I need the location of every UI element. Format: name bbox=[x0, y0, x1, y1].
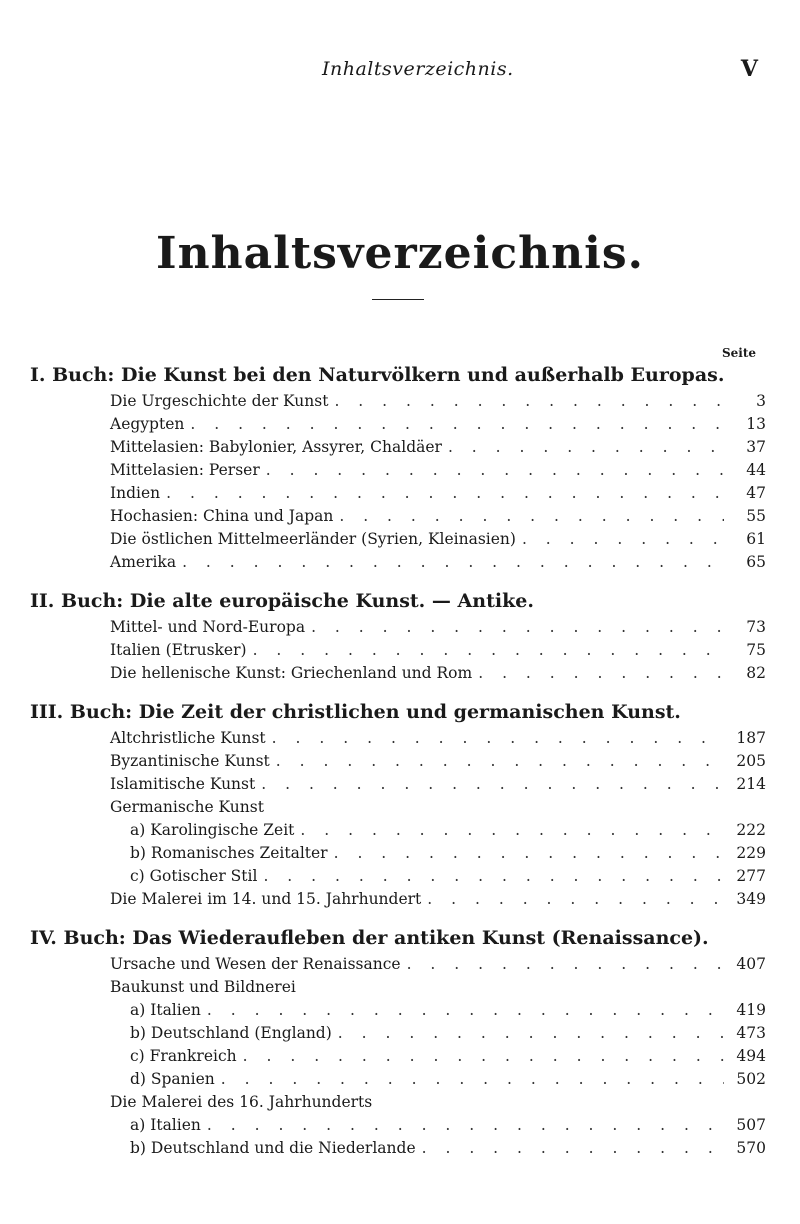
entry-label: Mittelasien: Babylonier, Assyrer, Chaldäer bbox=[110, 438, 442, 456]
dot-leader bbox=[276, 750, 724, 773]
entry-page: 37 bbox=[746, 438, 766, 456]
entry-label: Die hellenische Kunst: Griechenland und Rom bbox=[110, 664, 473, 682]
page-title: Inhaltsverzeichnis. bbox=[156, 228, 644, 279]
entry-label: Amerika bbox=[110, 553, 177, 571]
dot-leader bbox=[334, 842, 724, 865]
entry-label: Germanische Kunst bbox=[110, 798, 264, 816]
dot-leader bbox=[207, 1114, 724, 1137]
running-title: Inhaltsverzeichnis. bbox=[322, 58, 514, 80]
toc-entry bbox=[30, 639, 766, 662]
entry-label: a) Italien bbox=[130, 1116, 201, 1134]
dot-leader bbox=[407, 953, 724, 976]
dot-leader bbox=[311, 616, 724, 639]
entry-page: 65 bbox=[746, 553, 766, 571]
book-3-entries bbox=[30, 727, 766, 911]
entry-page: 13 bbox=[746, 415, 766, 433]
dot-leader bbox=[422, 1137, 724, 1160]
entry-label: Indien bbox=[110, 484, 161, 502]
dot-leader bbox=[207, 999, 724, 1022]
book-2-entries bbox=[30, 616, 766, 685]
toc-entry bbox=[30, 773, 766, 796]
entry-page: 75 bbox=[746, 641, 766, 659]
dot-leader bbox=[182, 551, 724, 574]
entry-page: 222 bbox=[736, 821, 766, 839]
toc-subentry bbox=[30, 1068, 766, 1091]
entry-page: 3 bbox=[756, 392, 766, 410]
toc-subentry bbox=[30, 1045, 766, 1068]
book-heading-1: I. Buch: Die Kunst bei den Naturvölkern und außerhalb Europas. bbox=[30, 364, 725, 386]
entry-page: 73 bbox=[746, 618, 766, 636]
toc-subentry bbox=[30, 819, 766, 842]
toc-entry bbox=[30, 436, 766, 459]
entry-page: 205 bbox=[736, 752, 766, 770]
entry-label: Die Urgeschichte der Kunst bbox=[110, 392, 329, 410]
entry-label: Aegypten bbox=[110, 415, 185, 433]
dot-leader bbox=[166, 482, 724, 505]
entry-label: Ursache und Wesen der Renaissance bbox=[110, 955, 401, 973]
toc-subentry bbox=[30, 842, 766, 865]
toc-entry bbox=[30, 482, 766, 505]
dot-leader bbox=[266, 459, 724, 482]
entry-label: Baukunst und Bildnerei bbox=[110, 978, 296, 996]
entry-page: 214 bbox=[736, 775, 766, 793]
entry-page: 407 bbox=[736, 955, 766, 973]
entry-label: Die Malerei des 16. Jahrhunderts bbox=[110, 1093, 373, 1111]
toc-entry bbox=[30, 953, 766, 976]
entry-label: a) Italien bbox=[130, 1001, 201, 1019]
toc-subentry bbox=[30, 999, 766, 1022]
toc-entry bbox=[30, 390, 766, 413]
entry-page: 502 bbox=[736, 1070, 766, 1088]
book-1-entries bbox=[30, 390, 766, 574]
toc-entry bbox=[30, 727, 766, 750]
entry-page: 507 bbox=[736, 1116, 766, 1134]
entry-page: 55 bbox=[746, 507, 766, 525]
entry-page: 44 bbox=[746, 461, 766, 479]
entry-label: d) Spanien bbox=[130, 1070, 215, 1088]
dot-leader bbox=[300, 819, 724, 842]
dot-leader bbox=[261, 773, 724, 796]
entry-page: 229 bbox=[736, 844, 766, 862]
toc-entry bbox=[30, 459, 766, 482]
dot-leader bbox=[253, 639, 724, 662]
entry-label: c) Frankreich bbox=[130, 1047, 237, 1065]
table-of-contents bbox=[30, 360, 766, 1172]
entry-label: Byzantinische Kunst bbox=[110, 752, 270, 770]
dot-leader bbox=[263, 865, 724, 888]
toc-subentry bbox=[30, 1114, 766, 1137]
entry-label: Mittel- und Nord-Europa bbox=[110, 618, 306, 636]
toc-group-heading bbox=[30, 1091, 766, 1114]
entry-page: 47 bbox=[746, 484, 766, 502]
toc-entry bbox=[30, 750, 766, 773]
book-heading-3: III. Buch: Die Zeit der christlichen und germanischen Kunst. bbox=[30, 701, 681, 723]
toc-entry bbox=[30, 551, 766, 574]
seite-label: Seite bbox=[721, 346, 756, 360]
toc-entry bbox=[30, 662, 766, 685]
title-rule bbox=[372, 299, 424, 300]
dot-leader bbox=[448, 436, 724, 459]
page-number: V bbox=[740, 56, 758, 82]
entry-label: Die östlichen Mittelmeerländer (Syrien, Kleinasien) bbox=[110, 530, 516, 548]
toc-entry bbox=[30, 616, 766, 639]
entry-label: b) Deutschland (England) bbox=[130, 1024, 332, 1042]
entry-page: 277 bbox=[736, 867, 766, 885]
entry-page: 82 bbox=[746, 664, 766, 682]
dot-leader bbox=[190, 413, 724, 436]
toc-group-heading bbox=[30, 796, 766, 819]
toc-entry bbox=[30, 888, 766, 911]
entry-page: 419 bbox=[736, 1001, 766, 1019]
entry-label: b) Romanisches Zeitalter bbox=[130, 844, 328, 862]
dot-leader bbox=[338, 1022, 724, 1045]
running-head bbox=[0, 58, 800, 88]
toc-group-heading bbox=[30, 976, 766, 999]
toc-entry bbox=[30, 413, 766, 436]
dot-leader bbox=[478, 662, 724, 685]
toc-subentry bbox=[30, 1137, 766, 1160]
dot-leader bbox=[339, 505, 724, 528]
book-heading-4: IV. Buch: Das Wiederaufleben der antiken Kunst (Renaissance). bbox=[30, 927, 709, 949]
toc-entry bbox=[30, 505, 766, 528]
book-heading-2: II. Buch: Die alte europäische Kunst. — Antike. bbox=[30, 590, 534, 612]
entry-label: Islamitische Kunst bbox=[110, 775, 256, 793]
entry-label: b) Deutschland und die Niederlande bbox=[130, 1139, 416, 1157]
entry-label: a) Karolingische Zeit bbox=[130, 821, 295, 839]
entry-label: Altchristliche Kunst bbox=[110, 729, 266, 747]
book-4-entries bbox=[30, 953, 766, 1160]
entry-page: 494 bbox=[736, 1047, 766, 1065]
entry-label: Mittelasien: Perser bbox=[110, 461, 260, 479]
dot-leader bbox=[272, 727, 724, 750]
entry-label: c) Gotischer Stil bbox=[130, 867, 258, 885]
dot-leader bbox=[522, 528, 724, 551]
entry-page: 61 bbox=[746, 530, 766, 548]
entry-label: Italien (Etrusker) bbox=[110, 641, 247, 659]
entry-page: 570 bbox=[736, 1139, 766, 1157]
toc-subentry bbox=[30, 1022, 766, 1045]
entry-page: 187 bbox=[736, 729, 766, 747]
entry-label: Die Malerei im 14. und 15. Jahrhundert bbox=[110, 890, 422, 908]
dot-leader bbox=[243, 1045, 724, 1068]
entry-page: 473 bbox=[736, 1024, 766, 1042]
dot-leader bbox=[221, 1068, 724, 1091]
entry-page: 349 bbox=[736, 890, 766, 908]
dot-leader bbox=[427, 888, 724, 911]
toc-entry bbox=[30, 528, 766, 551]
entry-label: Hochasien: China und Japan bbox=[110, 507, 334, 525]
dot-leader bbox=[334, 390, 724, 413]
toc-subentry bbox=[30, 865, 766, 888]
